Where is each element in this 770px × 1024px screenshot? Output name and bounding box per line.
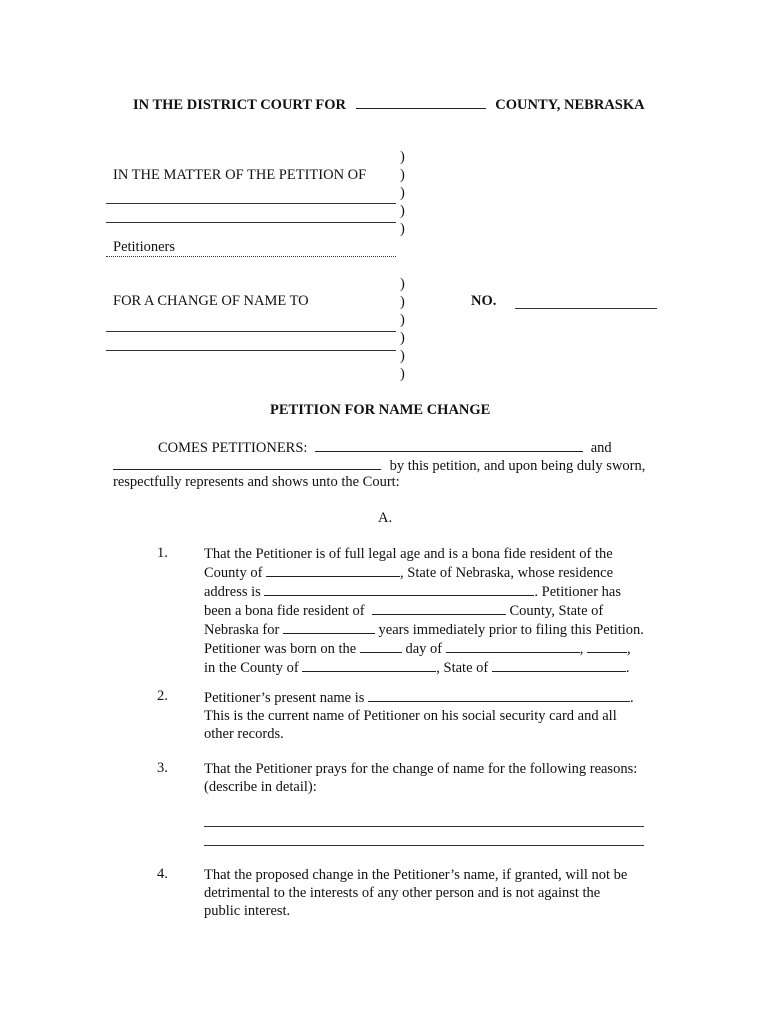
county-blank[interactable]: [356, 95, 486, 109]
item-1-body: That the Petitioner is of full legal age and is a bona fide resident of the County of , State of Nebraska, whose residence address is . Petitioner has been a bona fide resident of County, State of Nebraska for years immediately prior to filing this Petition. Petitioner was born on the day of , , in the County of , State of .: [204, 546, 644, 676]
co-petitioner-name-blank[interactable]: [113, 456, 381, 470]
intro-line-1: COMES PETITIONERS: and: [158, 440, 612, 456]
birth-month-blank[interactable]: [446, 639, 580, 653]
petitioners-label: Petitioners: [113, 239, 176, 255]
paren: ): [400, 203, 405, 219]
paren: ): [400, 185, 405, 201]
intro-line-2: by this petition, and upon being duly sworn,: [113, 456, 645, 475]
case-no-label: NO.: [471, 293, 497, 309]
court-header: [133, 95, 645, 114]
intro-line-3: respectfully represents and shows unto the Court:: [113, 474, 400, 490]
paren: ): [400, 348, 405, 364]
resident-county-blank[interactable]: [372, 601, 506, 615]
matter-label: IN THE MATTER OF THE PETITION OF: [113, 167, 367, 183]
item-number: 2.: [157, 688, 168, 704]
paren: ): [400, 294, 405, 310]
item-4-body: That the proposed change in the Petitioner’s name, if granted, will not be detrimental to the interests of any other person and is not against the public interest.: [204, 867, 628, 919]
birth-county-blank[interactable]: [302, 658, 436, 672]
item-2-body: Petitioner’s present name is . This is the current name of Petitioner on his social security card and all other records.: [204, 690, 634, 742]
years-resident-blank[interactable]: [283, 620, 375, 634]
paren: ): [400, 149, 405, 165]
petitioner-name-line-1[interactable]: [106, 203, 396, 204]
residence-address-blank[interactable]: [264, 582, 534, 596]
birth-state-blank[interactable]: [492, 658, 626, 672]
new-name-line-2[interactable]: [106, 350, 396, 351]
birth-year-blank[interactable]: [587, 639, 627, 653]
court-suffix: COUNTY, NEBRASKA: [495, 97, 645, 113]
item-number: 4.: [157, 866, 168, 882]
paren: ): [400, 312, 405, 328]
paren: ): [400, 276, 405, 292]
reasons-line-1[interactable]: [204, 826, 644, 827]
paren: ): [400, 167, 405, 183]
paren: ): [400, 366, 405, 382]
paren: ): [400, 221, 405, 237]
reasons-line-2[interactable]: [204, 845, 644, 846]
document-title: PETITION FOR NAME CHANGE: [270, 402, 491, 418]
change-label: FOR A CHANGE OF NAME TO: [113, 293, 309, 309]
new-name-line-1[interactable]: [106, 331, 396, 332]
case-no-blank[interactable]: [515, 308, 657, 309]
petitioner-name-blank[interactable]: [315, 438, 583, 452]
section-heading: A.: [378, 510, 393, 526]
petitioner-name-line-2[interactable]: [106, 222, 396, 223]
petitioners-underline: [106, 256, 396, 257]
paren: ): [400, 330, 405, 346]
present-name-blank[interactable]: [368, 688, 630, 702]
item-3-body: That the Petitioner prays for the change of name for the following reasons: (describe in detail):: [204, 761, 638, 795]
item-number: 3.: [157, 760, 168, 776]
county-of-residence-blank[interactable]: [266, 563, 400, 577]
birth-day-blank[interactable]: [360, 639, 402, 653]
court-prefix: IN THE DISTRICT COURT FOR: [133, 97, 347, 113]
item-number: 1.: [157, 545, 168, 561]
